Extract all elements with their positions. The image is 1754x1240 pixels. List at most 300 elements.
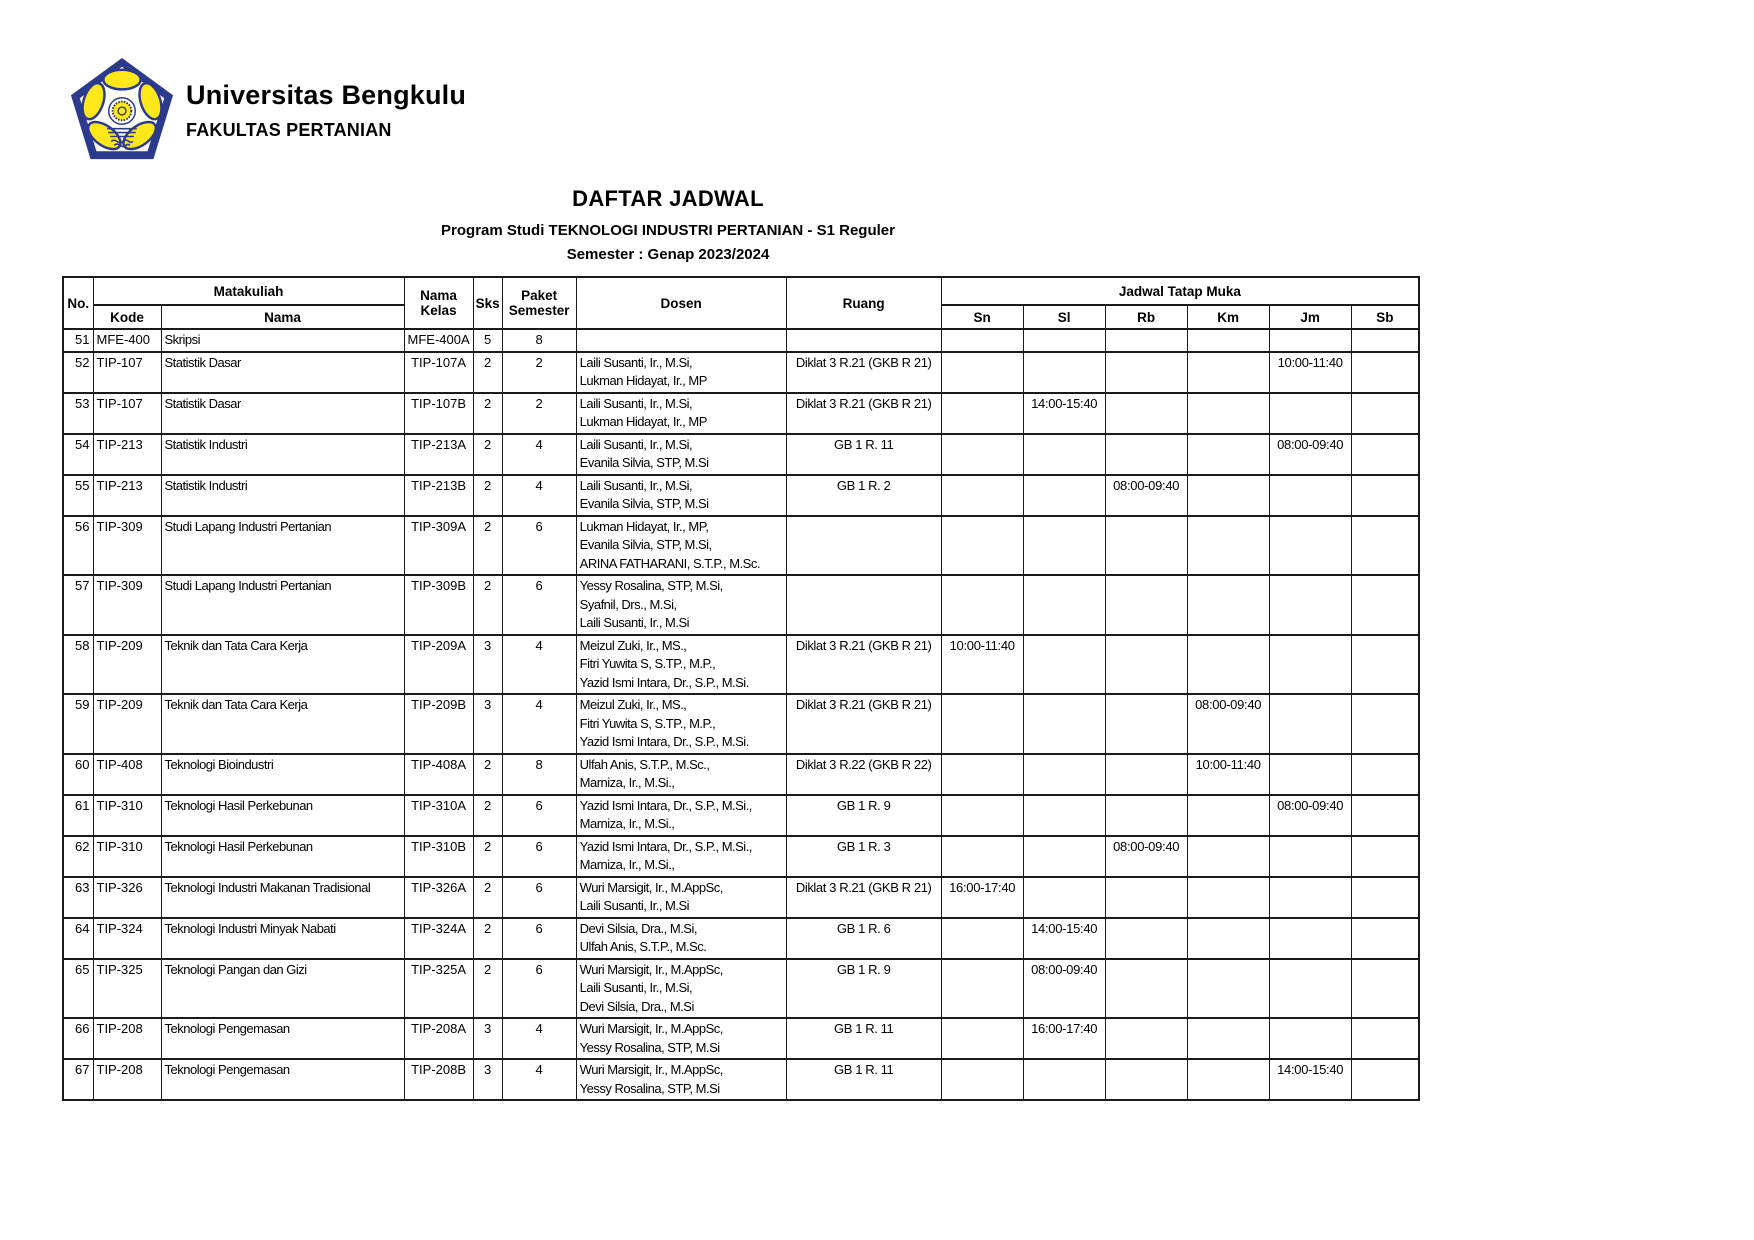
cell-nama: Teknik dan Tata Cara Kerja: [161, 635, 404, 695]
cell-time-sn: [941, 754, 1023, 795]
cell-time-km: [1187, 877, 1269, 918]
cell-time-sb: [1351, 836, 1419, 877]
cell-time-sn: [941, 959, 1023, 1019]
cell-time-sn: 16:00-17:40: [941, 877, 1023, 918]
cell-dosen: [576, 694, 786, 754]
dosen-line: Devi Silsia, Dra., M.Si,: [579, 920, 697, 936]
cell-no: 64: [63, 918, 93, 959]
cell-dosen: [576, 795, 786, 836]
cell-dosen: [576, 754, 786, 795]
faculty-name: FAKULTAS PERTANIAN: [186, 120, 392, 140]
cell-no: 61: [63, 795, 93, 836]
cell-dosen: [576, 475, 786, 516]
university-name: Universitas Bengkulu: [186, 80, 467, 110]
cell-dosen: [576, 434, 786, 475]
cell-time-sb: [1351, 959, 1419, 1019]
col-header-dosen: Dosen: [576, 277, 786, 329]
cell-time-jm: [1269, 393, 1351, 434]
cell-ruang: Diklat 3 R.21 (GKB R 21): [786, 352, 941, 393]
university-logo: [68, 56, 176, 164]
cell-nama: Studi Lapang Industri Pertanian: [161, 516, 404, 576]
cell-dosen: [576, 918, 786, 959]
cell-ruang: GB 1 R. 6: [786, 918, 941, 959]
cell-paket: 4: [502, 475, 576, 516]
cell-time-km: [1187, 959, 1269, 1019]
table-row: [63, 877, 1419, 918]
cell-no: 60: [63, 754, 93, 795]
cell-kelas: TIP-309A: [404, 516, 473, 576]
cell-ruang: GB 1 R. 11: [786, 1018, 941, 1059]
dosen-line: Meizul Zuki, Ir., MS.,: [579, 637, 687, 653]
cell-kode: TIP-309: [93, 516, 161, 576]
cell-ruang: Diklat 3 R.21 (GKB R 21): [786, 393, 941, 434]
cell-ruang: Diklat 3 R.22 (GKB R 22): [786, 754, 941, 795]
dosen-line: Yazid Ismi Intara, Dr., S.P., M.Si.,: [579, 838, 752, 854]
cell-time-sl: [1023, 475, 1105, 516]
cell-kode: TIP-326: [93, 877, 161, 918]
cell-kelas: TIP-213A: [404, 434, 473, 475]
cell-dosen: [576, 516, 786, 576]
cell-sks: 2: [473, 754, 502, 795]
cell-time-km: 08:00-09:40: [1187, 694, 1269, 754]
cell-time-km: [1187, 475, 1269, 516]
cell-nama: Teknologi Bioindustri: [161, 754, 404, 795]
dosen-line: Lukman Hidayat, Ir., MP: [579, 373, 707, 388]
col-header-nama: Nama: [161, 305, 404, 329]
cell-paket: 4: [502, 1059, 576, 1100]
cell-sks: 3: [473, 1059, 502, 1100]
cell-kelas: TIP-213B: [404, 475, 473, 516]
cell-time-sl: [1023, 434, 1105, 475]
cell-time-sb: [1351, 352, 1419, 393]
dosen-line: Yessy Rosalina, STP, M.Si: [579, 1039, 720, 1055]
dosen-line: Lukman Hidayat, Ir., MP,: [579, 518, 709, 534]
cell-time-sl: 14:00-15:40: [1023, 918, 1105, 959]
table-row: [63, 352, 1419, 393]
cell-kode: TIP-310: [93, 836, 161, 877]
cell-time-sl: [1023, 754, 1105, 795]
cell-nama: Teknologi Pengemasan: [161, 1059, 404, 1100]
cell-nama: Studi Lapang Industri Pertanian: [161, 575, 404, 635]
cell-paket: 6: [502, 877, 576, 918]
cell-dosen: [576, 575, 786, 635]
cell-time-rb: [1105, 1018, 1187, 1059]
cell-no: 57: [63, 575, 93, 635]
cell-time-km: [1187, 1018, 1269, 1059]
cell-nama: Teknologi Pengemasan: [161, 1018, 404, 1059]
cell-time-sl: [1023, 836, 1105, 877]
cell-dosen: [576, 352, 786, 393]
cell-dosen: [576, 836, 786, 877]
table-row: [63, 918, 1419, 959]
cell-time-sl: [1023, 329, 1105, 352]
cell-ruang: GB 1 R. 3: [786, 836, 941, 877]
schedule-table-body: [63, 329, 1419, 1100]
dosen-line: Laili Susanti, Ir., M.Si,: [579, 354, 693, 370]
cell-sks: 2: [473, 918, 502, 959]
cell-kelas: TIP-408A: [404, 754, 473, 795]
dosen-line: Laili Susanti, Ir., M.Si,: [579, 436, 693, 452]
dosen-line: Yessy Rosalina, STP, M.Si,: [579, 578, 723, 593]
dosen-line: Devi Silsia, Dra., M.Si: [579, 998, 694, 1014]
cell-time-sb: [1351, 575, 1419, 635]
cell-nama: Teknologi Industri Minyak Nabati: [161, 918, 404, 959]
table-row: [63, 836, 1419, 877]
cell-no: 53: [63, 393, 93, 434]
cell-kode: TIP-309: [93, 575, 161, 635]
cell-sks: 2: [473, 352, 502, 393]
cell-dosen: [576, 393, 786, 434]
dosen-line: Yazid Ismi Intara, Dr., S.P., M.Si.: [579, 734, 749, 749]
cell-time-sn: [941, 918, 1023, 959]
cell-paket: 2: [502, 352, 576, 393]
dosen-line: Wuri Marsigit, Ir., M.AppSc,: [579, 961, 723, 977]
dosen-line: Evanila Silvia, STP, M.Si,: [579, 537, 712, 552]
cell-ruang: GB 1 R. 11: [786, 1059, 941, 1100]
cell-time-rb: [1105, 694, 1187, 754]
dosen-line: Laili Susanti, Ir., M.Si: [579, 615, 690, 630]
cell-time-jm: 10:00-11:40: [1269, 352, 1351, 393]
dosen-line: Lukman Hidayat, Ir., MP: [579, 414, 707, 429]
cell-time-sl: [1023, 516, 1105, 576]
cell-time-sl: [1023, 1059, 1105, 1100]
table-row: [63, 393, 1419, 434]
dosen-line: Yazid Ismi Intara, Dr., S.P., M.Si.: [579, 674, 749, 690]
cell-nama: Statistik Industri: [161, 475, 404, 516]
table-row: [63, 329, 1419, 352]
cell-time-sn: [941, 795, 1023, 836]
cell-kode: TIP-310: [93, 795, 161, 836]
cell-time-sb: [1351, 795, 1419, 836]
cell-sks: 3: [473, 635, 502, 695]
cell-ruang: GB 1 R. 2: [786, 475, 941, 516]
cell-time-jm: [1269, 836, 1351, 877]
cell-time-sb: [1351, 754, 1419, 795]
col-header-day-sl: Sl: [1023, 305, 1105, 329]
cell-paket: 6: [502, 959, 576, 1019]
cell-kelas: TIP-310A: [404, 795, 473, 836]
cell-nama: Skripsi: [161, 329, 404, 352]
dosen-line: Ulfah Anis, S.T.P., M.Sc.,: [579, 756, 710, 772]
cell-dosen: [576, 329, 786, 352]
cell-dosen: [576, 959, 786, 1019]
cell-time-rb: [1105, 754, 1187, 795]
cell-no: 51: [63, 329, 93, 352]
cell-sks: 2: [473, 575, 502, 635]
cell-paket: 8: [502, 754, 576, 795]
cell-paket: 8: [502, 329, 576, 352]
cell-kelas: MFE-400A: [404, 329, 473, 352]
col-header-nama-kelas: Nama Kelas: [404, 277, 473, 329]
dosen-line: Laili Susanti, Ir., M.Si,: [579, 980, 693, 995]
table-row: [63, 516, 1419, 576]
cell-time-sn: [941, 329, 1023, 352]
cell-time-jm: [1269, 694, 1351, 754]
cell-paket: 6: [502, 516, 576, 576]
cell-kode: TIP-209: [93, 635, 161, 695]
cell-kode: TIP-325: [93, 959, 161, 1019]
cell-time-rb: [1105, 329, 1187, 352]
cell-no: 56: [63, 516, 93, 576]
cell-time-km: [1187, 434, 1269, 475]
cell-no: 55: [63, 475, 93, 516]
cell-time-sn: [941, 434, 1023, 475]
cell-time-km: [1187, 352, 1269, 393]
cell-time-jm: [1269, 635, 1351, 695]
cell-kode: TIP-209: [93, 694, 161, 754]
cell-time-km: [1187, 393, 1269, 434]
cell-kelas: TIP-107A: [404, 352, 473, 393]
dosen-line: Evanila Silvia, STP, M.Si: [579, 455, 709, 470]
cell-dosen: [576, 877, 786, 918]
cell-sks: 2: [473, 959, 502, 1019]
cell-kelas: TIP-326A: [404, 877, 473, 918]
cell-kode: TIP-107: [93, 352, 161, 393]
cell-kode: TIP-324: [93, 918, 161, 959]
cell-time-km: 10:00-11:40: [1187, 754, 1269, 795]
cell-time-sl: [1023, 635, 1105, 695]
cell-time-rb: [1105, 575, 1187, 635]
cell-kelas: TIP-209B: [404, 694, 473, 754]
cell-time-jm: 08:00-09:40: [1269, 434, 1351, 475]
cell-time-rb: [1105, 959, 1187, 1019]
cell-no: 52: [63, 352, 93, 393]
cell-paket: 4: [502, 1018, 576, 1059]
cell-time-sl: [1023, 694, 1105, 754]
cell-time-km: [1187, 575, 1269, 635]
cell-time-sn: [941, 1059, 1023, 1100]
cell-no: 62: [63, 836, 93, 877]
dosen-line: Laili Susanti, Ir., M.Si,: [579, 395, 693, 411]
cell-no: 65: [63, 959, 93, 1019]
cell-kelas: TIP-208B: [404, 1059, 473, 1100]
cell-time-sl: 14:00-15:40: [1023, 393, 1105, 434]
cell-sks: 2: [473, 434, 502, 475]
cell-time-km: [1187, 918, 1269, 959]
cell-time-sb: [1351, 1018, 1419, 1059]
cell-dosen: [576, 635, 786, 695]
cell-kode: TIP-208: [93, 1018, 161, 1059]
cell-time-sb: [1351, 475, 1419, 516]
cell-paket: 6: [502, 575, 576, 635]
table-row: [63, 694, 1419, 754]
cell-time-sb: [1351, 635, 1419, 695]
table-row: [63, 1059, 1419, 1100]
cell-time-rb: [1105, 918, 1187, 959]
cell-dosen: [576, 1059, 786, 1100]
cell-time-sn: [941, 694, 1023, 754]
cell-nama: Statistik Dasar: [161, 352, 404, 393]
document-titles: [0, 186, 1336, 263]
col-header-matakuliah: Matakuliah: [93, 277, 404, 305]
cell-sks: 2: [473, 836, 502, 877]
cell-no: 58: [63, 635, 93, 695]
col-header-jadwal: Jadwal Tatap Muka: [941, 277, 1419, 305]
cell-time-sl: [1023, 575, 1105, 635]
dosen-line: Syafnil, Drs., M.Si,: [579, 596, 677, 612]
dosen-line: Marniza, Ir., M.Si.,: [579, 857, 675, 872]
cell-ruang: GB 1 R. 9: [786, 959, 941, 1019]
cell-time-jm: [1269, 918, 1351, 959]
cell-time-rb: [1105, 352, 1187, 393]
cell-paket: 2: [502, 393, 576, 434]
cell-time-sn: [941, 575, 1023, 635]
col-header-no: No.: [63, 277, 93, 329]
cell-time-jm: [1269, 575, 1351, 635]
cell-paket: 6: [502, 836, 576, 877]
cell-ruang: GB 1 R. 11: [786, 434, 941, 475]
cell-ruang: Diklat 3 R.21 (GKB R 21): [786, 694, 941, 754]
cell-nama: Statistik Industri: [161, 434, 404, 475]
table-row: [63, 754, 1419, 795]
cell-time-sn: [941, 1018, 1023, 1059]
cell-time-sb: [1351, 434, 1419, 475]
cell-time-sn: [941, 836, 1023, 877]
dosen-line: Wuri Marsigit, Ir., M.AppSc,: [579, 1021, 723, 1036]
dosen-line: Laili Susanti, Ir., M.Si: [579, 898, 690, 913]
cell-paket: 4: [502, 635, 576, 695]
cell-time-sl: 16:00-17:40: [1023, 1018, 1105, 1059]
col-header-paket-semester: Paket Semester: [502, 277, 576, 329]
table-row: [63, 1018, 1419, 1059]
dosen-line: Yessy Rosalina, STP, M.Si: [579, 1080, 720, 1096]
cell-no: 54: [63, 434, 93, 475]
cell-time-jm: [1269, 959, 1351, 1019]
cell-time-sl: [1023, 795, 1105, 836]
cell-time-sb: [1351, 516, 1419, 576]
dosen-line: Wuri Marsigit, Ir., M.AppSc,: [579, 879, 723, 895]
cell-time-jm: 08:00-09:40: [1269, 795, 1351, 836]
dosen-line: Marniza, Ir., M.Si.,: [579, 816, 675, 831]
table-row: [63, 795, 1419, 836]
col-header-day-jm: Jm: [1269, 305, 1351, 329]
cell-kelas: TIP-309B: [404, 575, 473, 635]
cell-sks: 2: [473, 393, 502, 434]
cell-kelas: TIP-325A: [404, 959, 473, 1019]
cell-no: 63: [63, 877, 93, 918]
cell-time-rb: [1105, 795, 1187, 836]
cell-time-sn: 10:00-11:40: [941, 635, 1023, 695]
cell-ruang: [786, 329, 941, 352]
dosen-line: Marniza, Ir., M.Si.,: [579, 775, 675, 790]
cell-time-km: [1187, 329, 1269, 352]
col-header-day-sb: Sb: [1351, 305, 1419, 329]
cell-time-jm: [1269, 1018, 1351, 1059]
cell-time-rb: [1105, 635, 1187, 695]
cell-kelas: TIP-324A: [404, 918, 473, 959]
cell-time-sb: [1351, 1059, 1419, 1100]
cell-nama: Teknik dan Tata Cara Kerja: [161, 694, 404, 754]
org-header: [186, 80, 466, 141]
cell-kelas: TIP-107B: [404, 393, 473, 434]
cell-time-sl: 08:00-09:40: [1023, 959, 1105, 1019]
col-header-ruang: Ruang: [786, 277, 941, 329]
cell-time-rb: [1105, 516, 1187, 576]
cell-kelas: TIP-209A: [404, 635, 473, 695]
cell-kode: MFE-400: [93, 329, 161, 352]
col-header-sks: Sks: [473, 277, 502, 329]
cell-time-km: [1187, 836, 1269, 877]
cell-kode: TIP-208: [93, 1059, 161, 1100]
dosen-line: Ulfah Anis, S.T.P., M.Sc.: [579, 939, 707, 954]
cell-time-jm: [1269, 475, 1351, 516]
dosen-line: Yazid Ismi Intara, Dr., S.P., M.Si.,: [579, 797, 752, 813]
cell-time-sl: [1023, 352, 1105, 393]
cell-kode: TIP-408: [93, 754, 161, 795]
table-row: [63, 575, 1419, 635]
cell-nama: Teknologi Hasil Perkebunan: [161, 795, 404, 836]
cell-time-sb: [1351, 918, 1419, 959]
cell-kode: TIP-213: [93, 434, 161, 475]
cell-ruang: [786, 516, 941, 576]
col-header-kode: Kode: [93, 305, 161, 329]
semester-subtitle: Semester : Genap 2023/2024: [566, 246, 770, 263]
cell-no: 59: [63, 694, 93, 754]
cell-nama: Teknologi Hasil Perkebunan: [161, 836, 404, 877]
cell-sks: 3: [473, 694, 502, 754]
cell-time-jm: [1269, 754, 1351, 795]
cell-time-rb: 08:00-09:40: [1105, 836, 1187, 877]
cell-ruang: Diklat 3 R.21 (GKB R 21): [786, 877, 941, 918]
table-row: [63, 475, 1419, 516]
table-row: [63, 959, 1419, 1019]
cell-ruang: GB 1 R. 9: [786, 795, 941, 836]
dosen-line: Wuri Marsigit, Ir., M.AppSc,: [579, 1062, 723, 1077]
cell-time-rb: 08:00-09:40: [1105, 475, 1187, 516]
dosen-line: Fitri Yuwita S, S.TP., M.P.,: [579, 715, 716, 731]
dosen-line: Evanila Silvia, STP, M.Si: [579, 496, 709, 511]
cell-time-sb: [1351, 694, 1419, 754]
dosen-line: Laili Susanti, Ir., M.Si,: [579, 477, 693, 493]
cell-sks: 2: [473, 795, 502, 836]
program-subtitle: Program Studi TEKNOLOGI INDUSTRI PERTANIAN - S1 Reguler: [441, 222, 895, 239]
cell-paket: 6: [502, 918, 576, 959]
cell-nama: Statistik Dasar: [161, 393, 404, 434]
schedule-table-head: [63, 277, 1419, 329]
cell-time-km: [1187, 1059, 1269, 1100]
dosen-line: Fitri Yuwita S, S.TP., M.P.,: [579, 656, 716, 671]
cell-paket: 4: [502, 434, 576, 475]
cell-time-sn: [941, 352, 1023, 393]
cell-time-jm: [1269, 329, 1351, 352]
cell-sks: 5: [473, 329, 502, 352]
cell-sks: 2: [473, 475, 502, 516]
cell-paket: 4: [502, 694, 576, 754]
col-header-day-rb: Rb: [1105, 305, 1187, 329]
cell-time-sb: [1351, 877, 1419, 918]
cell-kelas: TIP-310B: [404, 836, 473, 877]
cell-time-sl: [1023, 877, 1105, 918]
cell-time-sb: [1351, 393, 1419, 434]
cell-time-rb: [1105, 877, 1187, 918]
cell-time-jm: [1269, 877, 1351, 918]
cell-time-rb: [1105, 393, 1187, 434]
table-row: [63, 635, 1419, 695]
cell-time-sn: [941, 393, 1023, 434]
cell-sks: 3: [473, 1018, 502, 1059]
cell-kode: TIP-107: [93, 393, 161, 434]
page-title: DAFTAR JADWAL: [572, 186, 764, 211]
cell-time-sb: [1351, 329, 1419, 352]
cell-time-km: [1187, 795, 1269, 836]
cell-time-jm: 14:00-15:40: [1269, 1059, 1351, 1100]
cell-time-sn: [941, 475, 1023, 516]
cell-time-rb: [1105, 434, 1187, 475]
cell-nama: Teknologi Pangan dan Gizi: [161, 959, 404, 1019]
cell-no: 66: [63, 1018, 93, 1059]
cell-time-rb: [1105, 1059, 1187, 1100]
dosen-line: Meizul Zuki, Ir., MS.,: [579, 697, 687, 712]
